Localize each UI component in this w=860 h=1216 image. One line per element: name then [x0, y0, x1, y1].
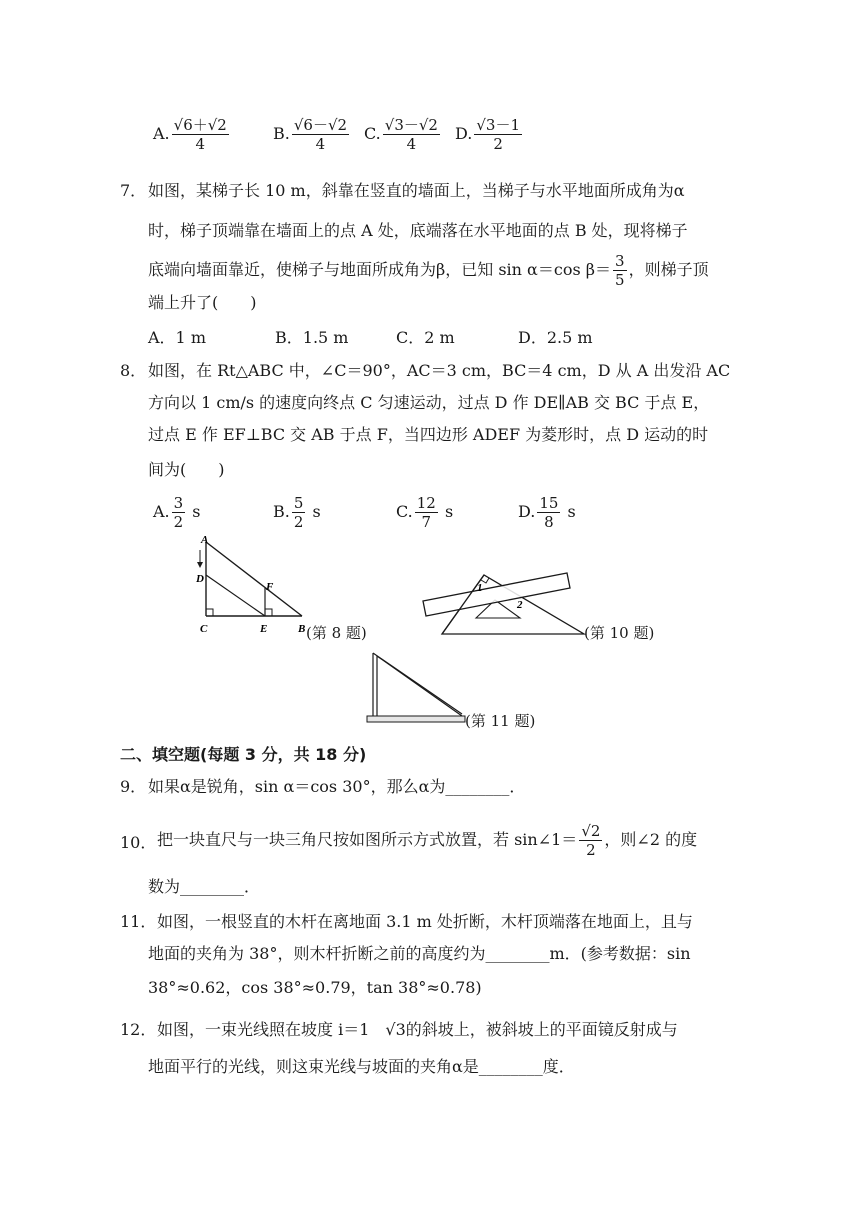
- q7-line-3: 底端向墙面靠近，使梯子与地面所成角为β，已知 sin α＝cos β＝ $\frac{3}{5}$ ，则梯子顶: [148, 252, 709, 289]
- q11-line-2: 地面的夹角为 38°，则木杆折断之前的高度约为________m．(参考数据：sin: [148, 944, 691, 963]
- fig10-ruler: [423, 573, 570, 616]
- fig11-caption: (第 11 题): [465, 712, 536, 730]
- q8-line-2: 方向以 1 cm/s 的速度向终点 C 匀速运动，过点 D 作 DE∥AB 交 BC 于点 E，: [148, 393, 710, 412]
- q9-text: 如果α是锐角，sin α＝cos 30°，那么α为________．: [148, 777, 526, 796]
- q12-number: 12．: [120, 1020, 157, 1039]
- q12-line-1: 如图，一束光线照在坡度 i＝1 √3的斜坡上，被斜坡上的平面镜反射成与: [157, 1020, 678, 1039]
- q7-line-2: 时，梯子顶端靠在墙面上的点 A 处，底端落在水平地面的点 B 处，现将梯子: [148, 221, 688, 240]
- fig11-broken-top-lower: [377, 656, 462, 716]
- fig10-label-1: 1: [477, 582, 483, 594]
- fig8-caption: (第 8 题): [306, 624, 367, 642]
- section-2-title: 二、填空题(每题 3 分，共 18 分): [120, 745, 367, 764]
- q6-option-b: B. $\frac{√6-√2}{4}$: [273, 116, 348, 153]
- q7-option-a: A．1 m: [148, 328, 206, 347]
- q8-option-c: C. $\frac{12}{7}$ s: [396, 494, 454, 531]
- q6-option-d: D. $\frac{√3-1}{2}$: [455, 116, 520, 153]
- fig8-label-a: A: [201, 534, 209, 546]
- q8-line-1: 如图，在 Rt△ABC 中，∠C＝90°，AC＝3 cm，BC＝4 cm，D 从 A 出发沿 AC: [148, 361, 731, 380]
- fig8-label-f: F: [266, 581, 274, 593]
- figure-q8: [190, 532, 315, 640]
- fig8-label-d: D: [196, 573, 204, 585]
- q8-option-d: D. $\frac{15}{8}$ s: [518, 494, 576, 531]
- q8-number: 8．: [120, 361, 147, 380]
- q7-number: 7．: [120, 181, 147, 200]
- figure-q10: [415, 565, 595, 640]
- q9-number: 9．: [120, 777, 147, 796]
- q10-line-1: 把一块直尺与一块三角尺按如图所示方式放置，若 sin∠1＝ $\frac{√2}{2}$ ，则∠2 的度: [157, 822, 698, 859]
- fig8-arrow-head: [197, 562, 203, 568]
- fig8-label-e: E: [260, 623, 268, 635]
- fig8-right-angle-e: [265, 609, 272, 616]
- q8-option-a: A. $\frac{3}{2}$ s: [153, 494, 201, 531]
- q7-option-d: D．2.5 m: [518, 328, 593, 347]
- fig8-side-ab: [206, 542, 302, 616]
- q6-option-c: C. $\frac{√3-√2}{4}$: [364, 116, 438, 153]
- q11-line-1: 如图，一根竖直的木杆在离地面 3.1 m 处折断，木杆顶端落在地面上，且与: [157, 912, 693, 931]
- fig11-ground: [367, 716, 465, 722]
- q8-line-3: 过点 E 作 EF⊥BC 交 AB 于点 F，当四边形 ADEF 为菱形时，点 D 运动的时: [148, 425, 709, 444]
- fig8-right-angle-c: [206, 609, 213, 616]
- q10-number: 10．: [120, 833, 157, 852]
- q7-line-4: 端上升了( ): [148, 293, 257, 312]
- q8-option-b: B. $\frac{5}{2}$ s: [273, 494, 321, 531]
- q10-line-2: 数为________．: [148, 877, 261, 896]
- q6-option-a: A. $\frac{√6+√2}{4}$: [153, 116, 227, 153]
- fig10-label-2: 2: [517, 599, 523, 611]
- q7-line-1: 如图，某梯子长 10 m，斜靠在竖直的墙面上，当梯子与水平地面所成角为α: [148, 181, 685, 200]
- q7-option-c: C．2 m: [396, 328, 455, 347]
- figure-q11: [364, 645, 469, 727]
- fig8-label-b: B: [298, 623, 306, 635]
- fig10-caption: (第 10 题): [584, 624, 655, 642]
- q7-option-b: B．1.5 m: [275, 328, 349, 347]
- q11-number: 11．: [120, 912, 157, 931]
- q8-line-4: 间为( ): [148, 460, 225, 479]
- q11-line-3: 38°≈0.62，cos 38°≈0.79，tan 38°≈0.78): [148, 978, 482, 997]
- fig8-label-c: C: [200, 623, 208, 635]
- q12-line-2: 地面平行的光线，则这束光线与坡面的夹角α是________度．: [148, 1057, 575, 1076]
